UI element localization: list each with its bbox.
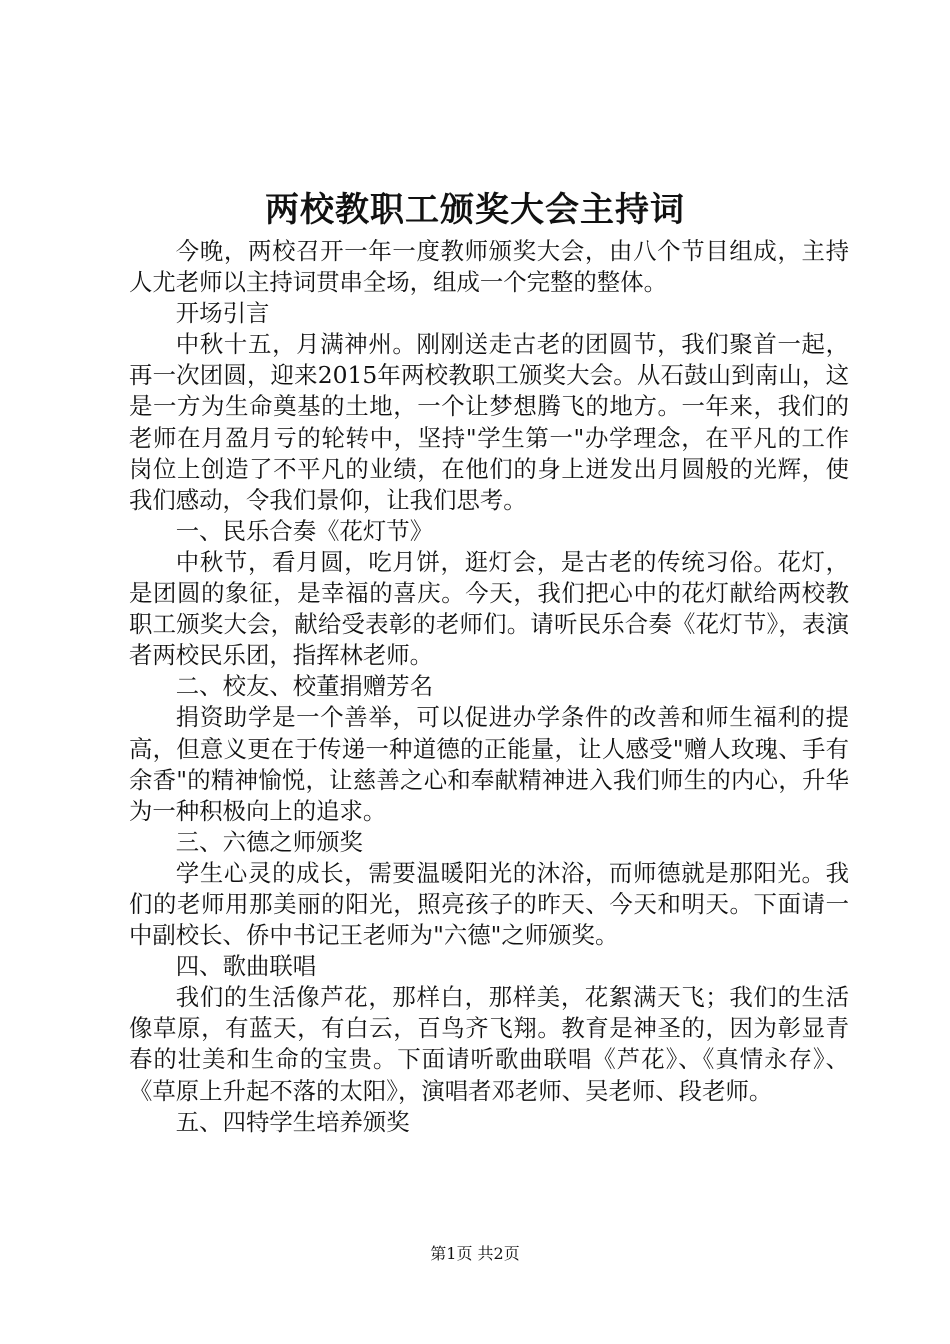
page-footer: 第1页 共2页: [430, 1244, 520, 1263]
section-heading-1: 一、民乐合奏《花灯节》: [175, 516, 434, 545]
document-title: 两校教职工颁奖大会主持词: [265, 190, 685, 230]
section-heading-opening: 开场引言: [175, 299, 270, 328]
paragraph-section-3: 学生心灵的成长，需要温暖阳光的沐浴，而师德就是那阳光。我们的老师用那美丽的阳光，照亮孩子的昨天、今天和明天。下面请一中副校长、侨中书记王老师为"六德"之师颁奖。: [129, 858, 849, 950]
section-heading-3: 三、六德之师颁奖: [175, 827, 363, 856]
section-heading-4: 四、歌曲联唱: [175, 952, 317, 981]
paragraph-section-2: 捐资助学是一个善举，可以促进办学条件的改善和师生福利的提高，但意义更在于传递一种道德的正能量，让人感受"赠人玫瑰、手有余香"的精神愉悦，让慈善之心和奉献精神进入我们师生的内心，升华为一种积极向上的追求。: [129, 703, 849, 825]
section-heading-2: 二、校友、校董捐赠芳名: [175, 672, 434, 701]
paragraph-intro: 今晚，两校召开一年一度教师颁奖大会，由八个节目组成，主持人尤老师以主持词贯串全场，组成一个完整的整体。: [129, 237, 849, 297]
document-body: [129, 236, 849, 1138]
paragraph-section-1: 中秋节，看月圆，吃月饼，逛灯会，是古老的传统习俗。花灯，是团圆的象征，是幸福的喜庆。今天，我们把心中的花灯献给两校教职工颁奖大会，献给受表彰的老师们。请听民乐合奏《花灯节》，表演者两校民乐团，指挥林老师。: [129, 547, 849, 670]
paragraph-section-4: 我们的生活像芦花，那样白，那样美，花絮满天飞；我们的生活像草原，有蓝天，有白云，百鸟齐飞翔。教育是神圣的，因为彰显青春的壮美和生命的宝贵。下面请听歌曲联唱《芦花》、《真情永存》、《草原上升起不落的太阳》，演唱者邓老师、吴老师、段老师。: [129, 983, 849, 1105]
paragraph-opening: 中秋十五，月满神州。刚刚送走古老的团圆节，我们聚首一起，再一次团圆，迎来2015年两校教职工颁奖大会。从石鼓山到南山，这是一方为生命奠基的土地，一个让梦想腾飞的地方。一年来，我们的老师在月盈月亏的轮转中，坚持"学生第一"办学理念，在平凡的工作岗位上创造了不平凡的业绩，在他们的身上迸发出月圆般的光辉，使我们感动，令我们景仰，让我们思考。: [129, 330, 849, 514]
section-heading-5: 五、四特学生培养颁奖: [175, 1107, 410, 1136]
